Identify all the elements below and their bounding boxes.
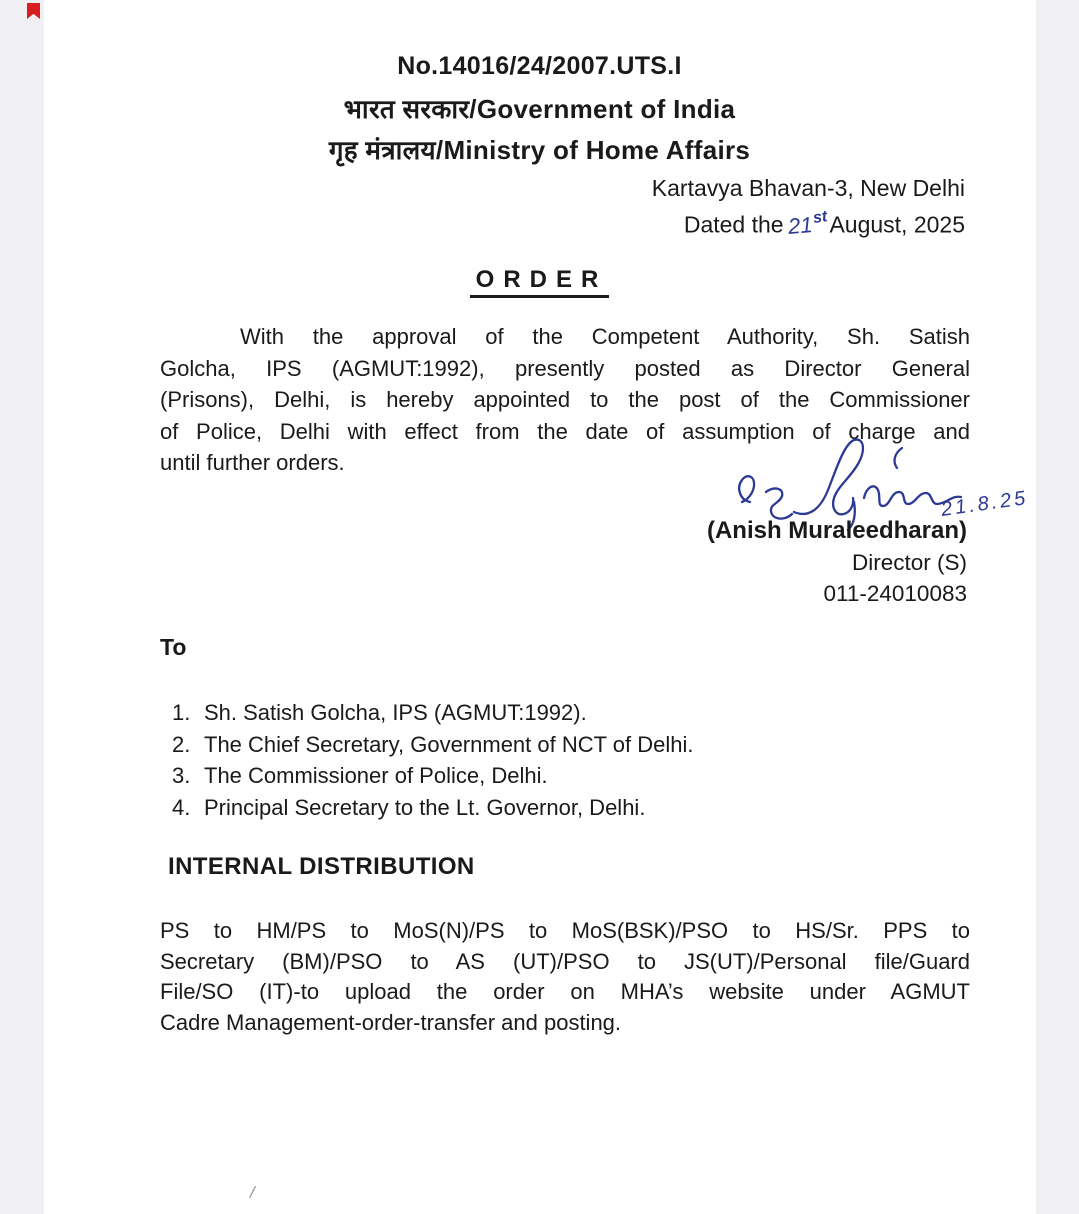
- order-heading-row: [0, 266, 1079, 298]
- body-line: until further orders.: [160, 450, 345, 475]
- date-line: [652, 204, 965, 241]
- body-line: Golcha, IPS (AGMUT:1992), presently posted as Director General: [160, 355, 970, 381]
- distribution-line: PS to HM/PS to MoS(N)/PS to MoS(BSK)/PSO to HS/Sr. PPS to: [160, 918, 970, 943]
- recipient-number: 3.: [172, 763, 191, 788]
- signatory-designation: Director (S): [851, 550, 967, 575]
- file-number: No.14016/24/2007.UTS.I: [397, 52, 682, 80]
- address-line: Kartavya Bhavan-3, New Delhi: [651, 175, 965, 201]
- distribution-line: File/SO (IT)-to upload the order on MHA’s website under AGMUT: [160, 979, 970, 1004]
- internal-distribution-paragraph: [160, 916, 970, 1038]
- date-prefix: Dated the: [683, 211, 784, 238]
- signatory-name: (Anish Muraleedharan): [706, 517, 967, 544]
- recipient-item: [172, 697, 694, 729]
- scan-edge-right: [1036, 0, 1079, 1214]
- distribution-line: Cadre Management-order-transfer and posting.: [160, 1009, 622, 1035]
- recipient-item: [172, 792, 694, 824]
- recipient-text: The Chief Secretary, Government of NCT of Delhi.: [204, 731, 694, 757]
- signatory-phone: 011-24010083: [823, 581, 967, 606]
- government-of-india-line: भारत सरकार/Government of India: [343, 94, 736, 124]
- recipient-text: The Commissioner of Police, Delhi.: [204, 763, 548, 788]
- signatory-block: [707, 515, 967, 609]
- recipient-text: Sh. Satish Golcha, IPS (AGMUT:1992).: [204, 700, 587, 725]
- scan-stray-mark: /: [248, 1182, 257, 1203]
- recipient-item: [172, 729, 694, 761]
- recipient-number: 2.: [172, 731, 191, 757]
- recipient-item: [172, 760, 694, 792]
- order-heading: ORDER: [470, 266, 610, 298]
- recipient-number: 4.: [172, 794, 191, 820]
- internal-distribution-heading: INTERNAL DISTRIBUTION: [168, 853, 475, 880]
- to-label: To: [160, 634, 187, 660]
- ministry-of-home-affairs-line: गृह मंत्रालय/Ministry of Home Affairs: [328, 135, 751, 165]
- recipient-number: 1.: [172, 700, 191, 725]
- date-suffix: August, 2025: [829, 211, 965, 238]
- recipient-list: [172, 697, 694, 823]
- handwritten-day: 21: [786, 211, 814, 239]
- body-line: With the approval of the Competent Authority, Sh. Satish: [240, 324, 970, 349]
- scan-edge-left: [0, 0, 44, 1214]
- body-line: of Police, Delhi with effect from the date of assumption of charge and: [160, 418, 970, 444]
- distribution-line: Secretary (BM)/PSO to AS (UT)/PSO to JS(UT)/Personal file/Guard: [160, 948, 970, 974]
- issue-place-and-date: [652, 173, 965, 241]
- recipient-text: Principal Secretary to the Lt. Governor, Delhi.: [204, 794, 646, 820]
- handwritten-ordinal: st: [811, 208, 829, 227]
- body-line: (Prisons), Delhi, is hereby appointed to the post of the Commissioner: [160, 387, 970, 412]
- signature-handwritten-date: 21.8.25: [939, 486, 1030, 521]
